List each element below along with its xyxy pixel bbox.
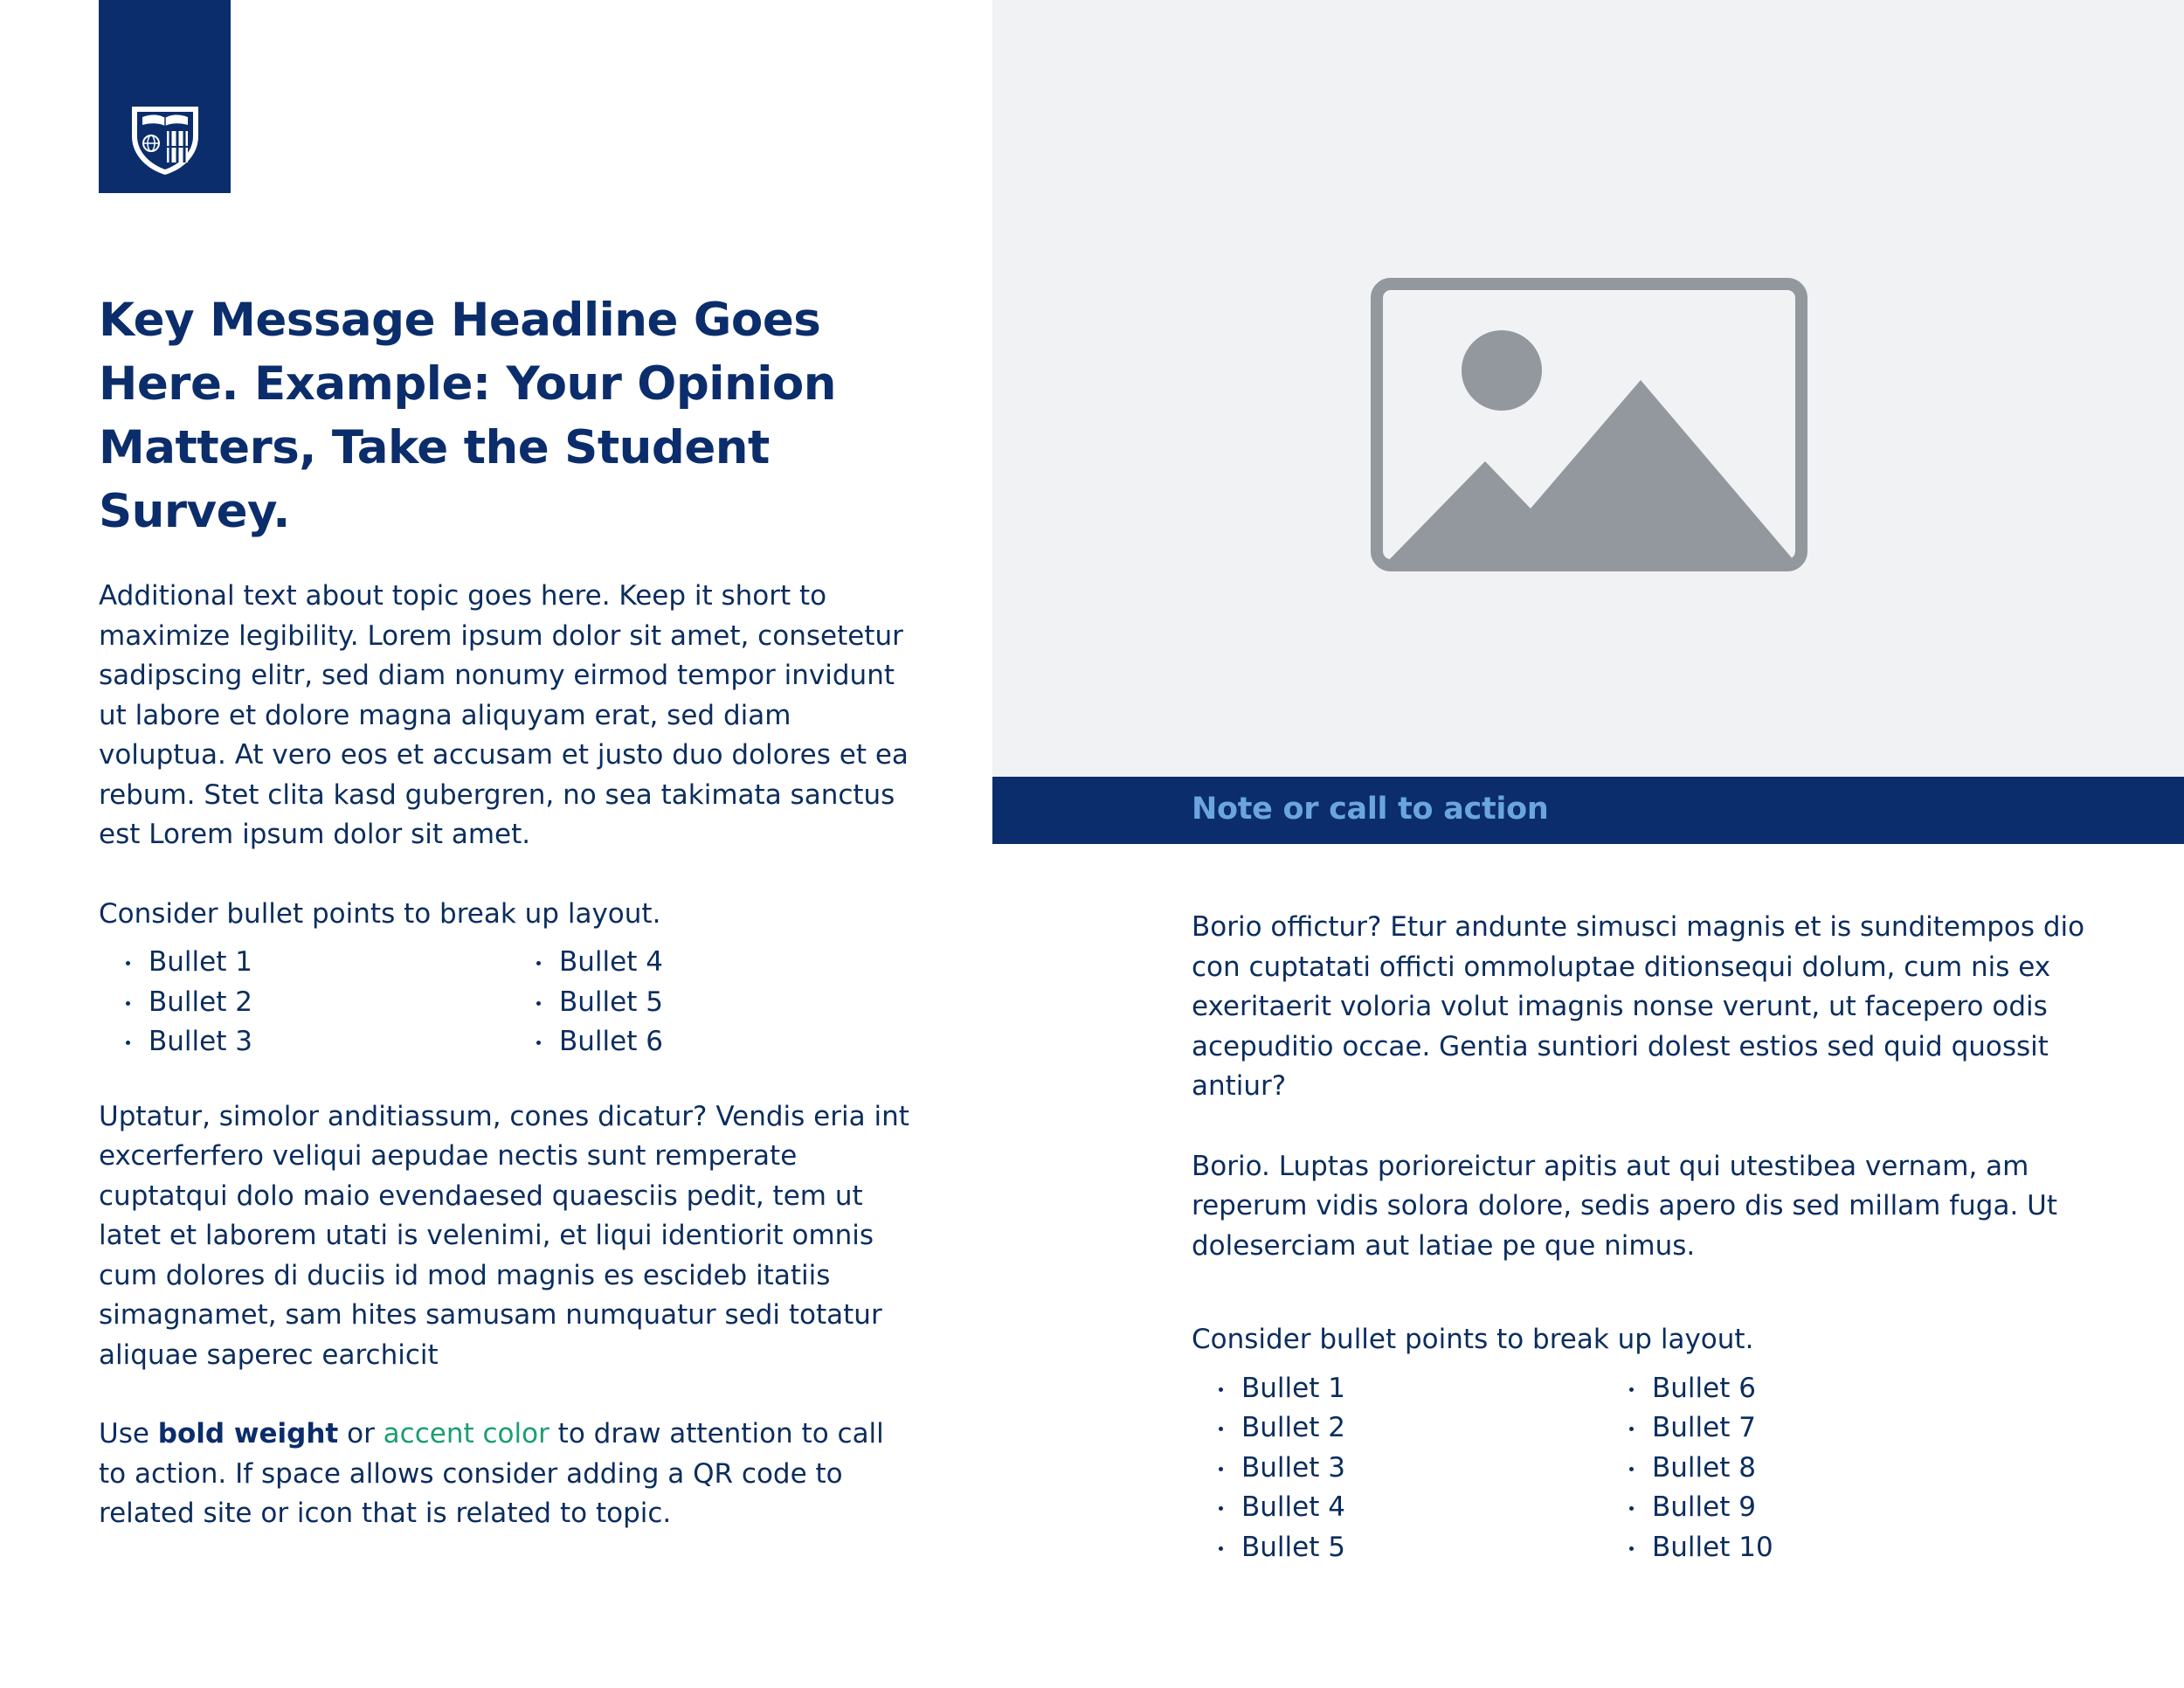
cta-middle: or [338, 1418, 384, 1449]
image-placeholder-icon [1371, 278, 1807, 575]
image-panel [992, 0, 2184, 777]
logo-block [99, 0, 231, 193]
bold-emphasis: bold weight [157, 1418, 339, 1449]
call-to-action-note: Note or call to action [1192, 792, 1549, 827]
body-paragraph: Uptatur, simolor anditiassum, cones dicatur? Vendis eria int excerferfero veliqui aepudae nectis sunt remperate cuptatqui dolo maio evendaesed quaesciis pedit, tem ut latet et laborem utati is velenimi, et liqui identiorit omnis cum dolores di duciis id mod magnis es escideb itatiis simagnamet, sam hites samusam numquatur sedi totatur aliquae saperec earchicit [99, 1100, 909, 1371]
list-item: Bullet 5 [1216, 1528, 1627, 1568]
right-column [1192, 908, 2135, 1567]
list-item: Bullet 6 [1627, 1369, 2037, 1409]
bullet-list [123, 943, 911, 1062]
intro-paragraph: Additional text about topic goes here. Keep it short to maximize legibility. Lorem ipsum dolor sit amet, consetetur sadipscing elitr, sed diam nonumy eirmod tempor invidunt ut labore et dolore magna aliquyam erat, sed diam voluptua. At vero eos et accusam et justo duo dolores et ea rebum. Stet clita kasd gubergren, no sea takimata sanctus est Lorem ipsum dolor sit amet. [99, 580, 909, 850]
cta-suffix: to draw attention to call to action. If space allows consider adding a QR code to related site or icon that is related to topic. [99, 1418, 884, 1529]
left-column [99, 288, 911, 1534]
list-item: Bullet 1 [123, 943, 534, 983]
list-item: Bullet 3 [123, 1022, 534, 1062]
right-paragraph-1: Borio offictur? Etur andunte simusci magnis et is sunditempos dio con cuptatati officti ommoluptae ditionsequi dolum, cum nis ex exeritaerit voloria volut imagnis nonse verunt, ut facepero odis acepuditio occae. Gentia suntiori dolest estios sed quid quossit antiur? [1192, 911, 2085, 1102]
list-item: Bullet 2 [1216, 1408, 1627, 1449]
right-bullets-lead: Consider bullet points to break up layout. [1192, 1324, 1754, 1355]
bullets-lead: Consider bullet points to break up layout. [99, 897, 661, 930]
list-item: Bullet 3 [1216, 1449, 1627, 1489]
list-item: Bullet 7 [1627, 1408, 2037, 1449]
list-item: Bullet 10 [1627, 1528, 2037, 1568]
shield-crest-icon [127, 96, 204, 176]
right-paragraph-2: Borio. Luptas porioreictur apitis aut qui utestibea vernam, am reperum vidis solora dolore, sedis apero dis sed millam fuga. Ut doleserciam aut latiae pe que nimus. [1192, 1150, 2058, 1262]
call-to-action-paragraph [99, 1415, 911, 1534]
right-bullet-list [1216, 1369, 2135, 1568]
cta-prefix: Use [99, 1418, 158, 1449]
list-item: Bullet 5 [534, 983, 944, 1023]
headline: Key Message Headline Goes Here. Example: Your Opinion Matters, Take the Student Survey. [99, 294, 836, 538]
list-item: Bullet 4 [534, 943, 944, 983]
list-item: Bullet 9 [1627, 1488, 2037, 1528]
list-item: Bullet 1 [1216, 1369, 1627, 1409]
note-bar [992, 777, 2184, 844]
list-item: Bullet 6 [534, 1022, 944, 1062]
list-item: Bullet 4 [1216, 1488, 1627, 1528]
accent-emphasis: accent color [383, 1418, 549, 1449]
list-item: Bullet 8 [1627, 1449, 2037, 1489]
list-item: Bullet 2 [123, 983, 534, 1023]
